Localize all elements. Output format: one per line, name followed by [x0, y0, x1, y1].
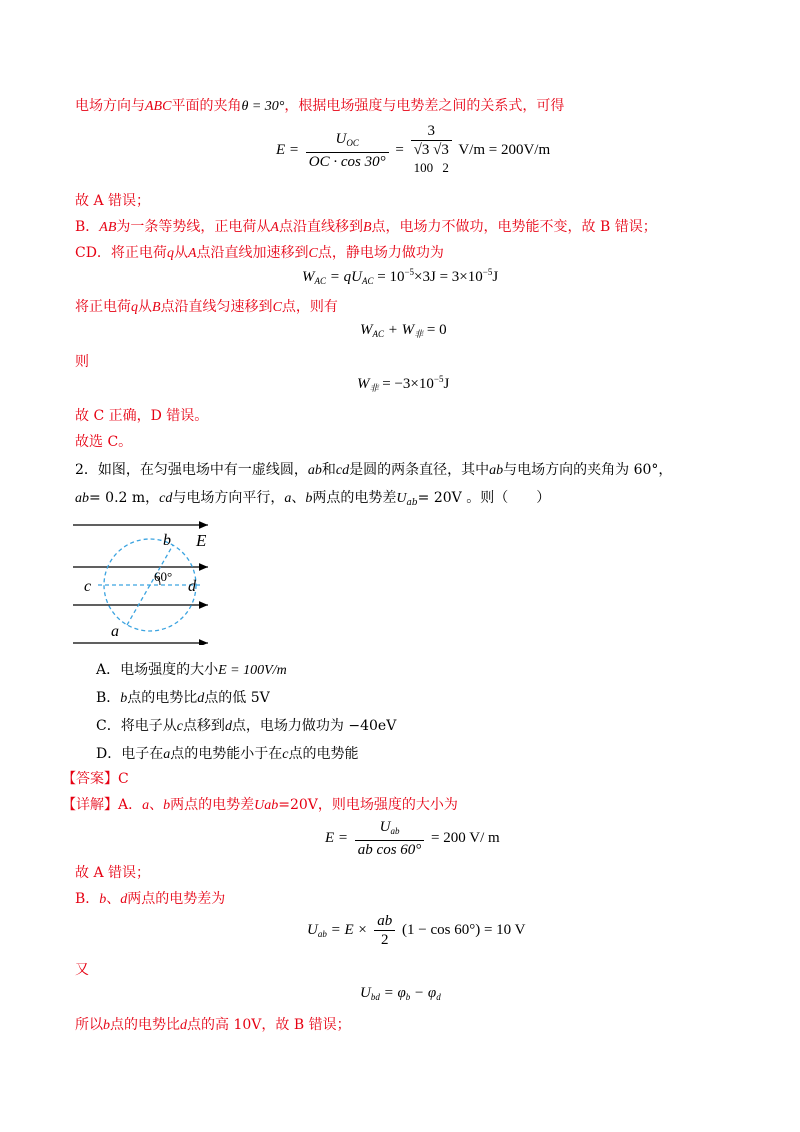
sub: 非	[414, 329, 424, 339]
exp: −5	[433, 374, 444, 384]
s1-line6: 则	[75, 354, 89, 370]
text: 点沿直线移到	[278, 219, 363, 235]
text: 所以	[75, 1017, 103, 1033]
var: d	[180, 1018, 187, 1033]
text: 点沿直线匀速移到	[160, 299, 273, 315]
detail-line	[62, 795, 458, 816]
num: U	[335, 131, 347, 148]
sub: AC	[372, 329, 385, 339]
s1-line5	[75, 297, 338, 318]
s1-line3	[75, 217, 657, 238]
equation-7	[360, 985, 441, 1002]
rhs: J	[443, 376, 450, 392]
text: 点的电势比	[127, 690, 198, 706]
text: 点，静电场力做功为	[317, 245, 444, 261]
var: b	[305, 491, 313, 506]
text: B．	[96, 690, 121, 706]
detail-tag: 【详解】	[62, 797, 118, 813]
minus: − φ	[414, 985, 437, 1001]
w: W	[360, 322, 373, 338]
line-you: 又	[75, 962, 89, 978]
angle-label: 60°	[154, 569, 173, 584]
text: A．	[118, 797, 143, 813]
den: ab cos 60°	[357, 842, 422, 858]
var: ab	[489, 463, 504, 478]
a-wrong: 故 A 错误；	[75, 865, 151, 881]
text: 、	[106, 891, 121, 907]
text: 点，则有	[281, 299, 338, 315]
text: =20V，则电场强度的大小为	[278, 797, 458, 813]
var: d	[197, 691, 205, 706]
option-a[interactable]	[96, 660, 287, 681]
option-c[interactable]	[96, 716, 396, 737]
var: C	[308, 246, 318, 261]
text: 点移到	[182, 718, 225, 734]
var: ab	[75, 491, 89, 506]
var: b	[163, 798, 171, 813]
rhs: (1 − cos 60°) = 10 V	[402, 921, 526, 938]
u: U	[360, 985, 371, 1001]
var: d	[120, 892, 128, 907]
option-b[interactable]	[96, 688, 270, 709]
text: D．电子在	[96, 746, 164, 762]
text: 从	[173, 245, 188, 261]
label-c: c	[84, 578, 92, 595]
sub: bd	[370, 992, 380, 1002]
sub: AC	[314, 276, 327, 286]
rhs: = −3×10	[382, 376, 434, 392]
fraction	[306, 130, 389, 171]
num: ab	[374, 912, 395, 931]
var: C	[272, 300, 282, 315]
sub: b	[405, 992, 411, 1002]
num: U	[379, 819, 391, 835]
theta-eq: θ = 30°	[241, 99, 285, 114]
var: a	[163, 747, 171, 762]
num-100: 100	[413, 160, 434, 175]
var: a	[142, 798, 150, 813]
sub: ab	[317, 928, 327, 939]
var: b	[120, 691, 128, 706]
text: 点，电场力做功为 −40eV	[231, 718, 397, 734]
text: 、	[149, 797, 164, 813]
s1-line7: 故 C 正确，D 错误。	[75, 408, 209, 424]
equals: =	[395, 142, 404, 158]
sub: d	[436, 992, 441, 1002]
rhs: J	[492, 269, 499, 285]
q2-line1	[75, 460, 672, 481]
var: B	[362, 220, 372, 235]
answer: 【答案】C	[62, 771, 129, 787]
mid: = E ×	[330, 921, 368, 938]
var: cd	[335, 463, 350, 478]
mid: = qU	[329, 269, 362, 285]
text: 2．如图，在匀强电场中有一虚线圆，	[75, 462, 308, 478]
s1-line2: 故 A 错误；	[75, 193, 151, 209]
w: W	[357, 376, 370, 392]
text: 为一条等势线，正电荷从	[116, 219, 271, 235]
var: A	[187, 246, 197, 261]
var: d	[224, 719, 232, 734]
var: A	[270, 220, 279, 235]
text: 、	[291, 490, 306, 506]
text: = 20V 。则（ ）	[417, 490, 551, 506]
sub: OC	[346, 138, 359, 149]
s1-line8: 故选 C。	[75, 434, 133, 450]
equation-2	[302, 267, 498, 286]
text: 点，电场力不做功，电势能不变，故 B 错误；	[371, 219, 657, 235]
plus: + W	[387, 322, 415, 338]
text: 从	[138, 299, 152, 315]
u: U	[307, 921, 318, 938]
var: ab	[307, 463, 322, 478]
equation-3	[360, 322, 447, 340]
equation-4	[357, 374, 449, 394]
text: 是圆的两条直径，其中	[349, 462, 490, 478]
text: B．	[75, 219, 100, 235]
text: 两点的电势差	[170, 797, 255, 813]
text: ，根据电场强度与电势差之间的关系式，可得	[284, 98, 565, 114]
rhs: = 10	[377, 269, 405, 285]
text: 点的电势能小于在	[170, 746, 283, 762]
var: a	[284, 491, 292, 506]
equation-6	[307, 912, 525, 949]
text: 平面的夹角	[171, 98, 242, 114]
label-b: b	[163, 532, 171, 549]
den: 2	[381, 932, 389, 948]
sqrt: √3	[413, 142, 430, 158]
w: W	[302, 269, 315, 285]
var: U	[396, 491, 407, 506]
sub: ab	[390, 826, 400, 836]
text: = 0.2 m，	[89, 490, 160, 506]
label-E: E	[196, 531, 207, 550]
var: q	[166, 246, 174, 261]
lineB	[75, 889, 225, 910]
text: CD．将正电荷	[75, 245, 167, 261]
sqrt: √3	[433, 142, 449, 158]
formula: E = 100V/m	[218, 663, 287, 678]
var: B	[152, 300, 161, 315]
sub: ab	[406, 498, 418, 508]
exp: −5	[482, 267, 493, 277]
text: 电场方向与	[75, 98, 145, 114]
text: C．将电子从	[96, 718, 177, 734]
num-2: 2	[442, 160, 449, 175]
field-diagram	[68, 515, 228, 645]
text: 与电场方向的夹角为 60°，	[503, 462, 673, 478]
sub: 非	[369, 383, 379, 393]
fraction	[355, 818, 425, 859]
var: b	[99, 892, 107, 907]
rhs: = 200 V/ m	[431, 829, 500, 846]
lhs: E =	[325, 829, 349, 846]
rhs: = 0	[426, 322, 447, 338]
fraction	[374, 912, 395, 949]
text: 两点的电势差为	[127, 891, 226, 907]
sub: AC	[361, 276, 374, 286]
var: b	[103, 1018, 110, 1033]
text: 点的电势比	[110, 1017, 180, 1033]
var: AB	[99, 220, 117, 235]
var-abc: ABC	[145, 99, 172, 114]
mid: = φ	[383, 985, 406, 1001]
equation-5	[325, 818, 500, 859]
equation-1	[276, 122, 550, 177]
fraction-2	[411, 122, 452, 177]
text: 将正电荷	[75, 299, 131, 315]
rhs: ×3J = 3×10	[414, 269, 483, 285]
text: B．	[75, 891, 100, 907]
text: 点的高 10V，故 B 错误；	[187, 1017, 351, 1033]
text: 点的低 5V	[204, 690, 270, 706]
label-a: a	[111, 623, 119, 640]
num: 3	[411, 122, 452, 141]
label-d: d	[188, 578, 196, 595]
option-d[interactable]	[96, 744, 358, 765]
var: c	[176, 719, 183, 734]
text: 点的电势能	[288, 746, 359, 762]
eq-rhs: V/m = 200V/m	[458, 142, 551, 158]
text: 点沿直线加速移到	[196, 245, 309, 261]
den: OC · cos 30°	[308, 154, 386, 171]
s1-line1	[75, 96, 564, 117]
text: 和	[321, 462, 336, 478]
var: c	[282, 747, 289, 762]
text: 与电场方向平行，	[172, 490, 285, 506]
q2-line2	[75, 488, 550, 513]
eq-lhs: E =	[276, 142, 300, 158]
exp: −5	[404, 267, 415, 277]
var: Uab	[254, 798, 279, 813]
s1-line4	[75, 243, 444, 264]
last-line	[75, 1015, 351, 1036]
var: q	[131, 300, 138, 315]
text: A．电场强度的大小	[96, 662, 219, 678]
var: cd	[159, 491, 173, 506]
text: 两点的电势差	[312, 490, 397, 506]
